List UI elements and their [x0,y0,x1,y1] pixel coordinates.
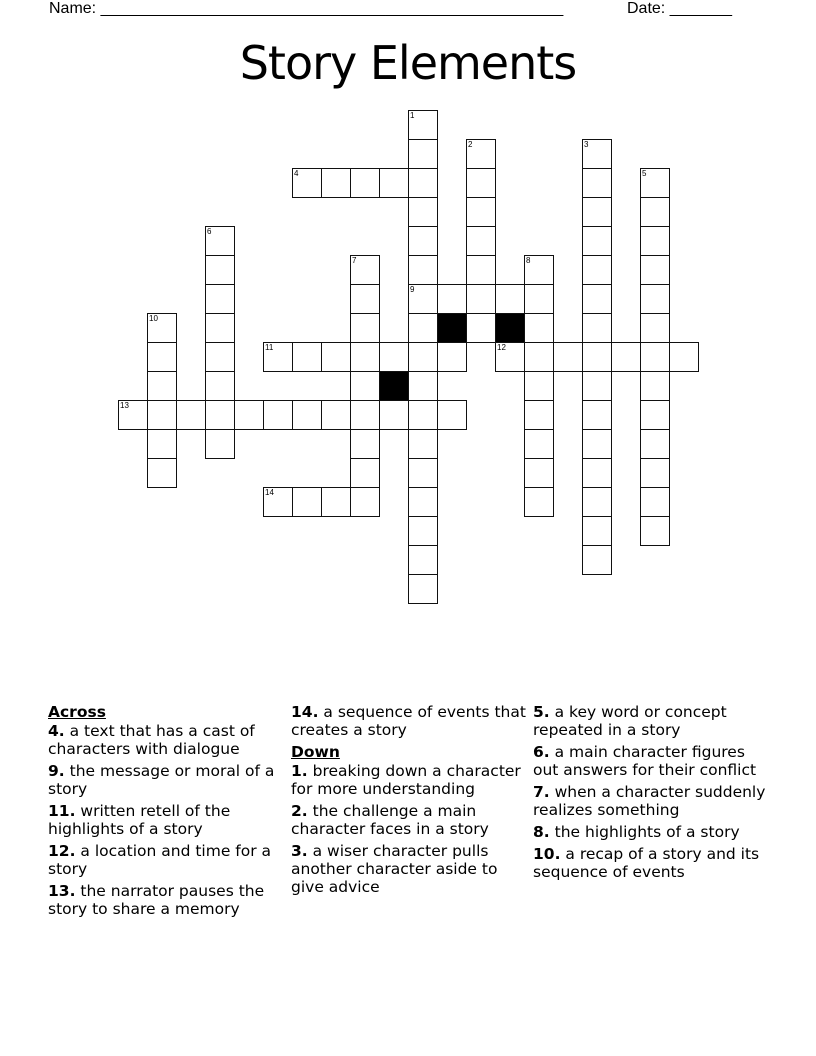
grid-cell[interactable] [495,284,525,314]
grid-cell[interactable] [147,400,177,430]
grid-cell[interactable] [640,255,670,285]
grid-cell[interactable] [205,342,235,372]
clue-text: the narrator pauses the story to share a memory [48,882,265,918]
clue-number: 8 [533,823,544,841]
grid-cell[interactable] [524,371,554,401]
grid-cell[interactable] [408,487,438,517]
grid-cell[interactable] [408,255,438,285]
clue-text: a text that has a cast of characters with dialogue [48,722,255,758]
grid-cell[interactable] [205,284,235,314]
clues-column-2 [291,703,531,900]
down-clue: 8. the highlights of a story [533,823,740,841]
cell-number: 14 [265,488,274,497]
grid-cell[interactable] [524,284,554,314]
clues-column-1 [48,703,288,922]
grid-cell[interactable] [350,168,380,198]
grid-cell[interactable] [350,400,380,430]
clue-number: 10 [533,845,555,863]
grid-cell[interactable] [582,342,612,372]
clue-text: a main character figures out answers for their conflict [533,743,757,779]
grid-cell[interactable] [582,429,612,459]
cell-number: 1 [410,111,415,120]
grid-cell[interactable] [640,197,670,227]
page-title: Story Elements [239,36,577,90]
cell-number: 2 [468,140,473,149]
grid-cell[interactable] [582,545,612,575]
cell-number: 7 [352,256,357,265]
name-field[interactable]: Name: ____________________________________________________ [49,0,564,17]
grid-cell[interactable] [350,284,380,314]
cell-number: 4 [294,169,299,178]
across-clue: 13. the narrator pauses the story to share a memory [48,882,265,918]
down-clue: 1. breaking down a character for more understanding [291,762,521,798]
cell-number: 10 [149,314,158,323]
grid-cell[interactable] [640,168,670,198]
grid-cell[interactable] [640,371,670,401]
clue-number: 9 [48,762,59,780]
grid-cell[interactable] [408,168,438,198]
grid-cell[interactable] [147,371,177,401]
grid-cell[interactable] [582,458,612,488]
across-heading: Across [48,703,106,721]
grid-cell[interactable] [524,429,554,459]
cell-number: 12 [497,343,506,352]
clue-number: 14 [291,703,313,721]
grid-cell[interactable] [379,342,409,372]
grid-cell[interactable] [263,342,293,372]
down-clue: 5. a key word or concept repeated in a story [533,703,727,739]
grid-cell[interactable] [292,342,322,372]
across-clue: 14. a sequence of events that creates a story [291,703,526,739]
grid-cell[interactable] [205,371,235,401]
grid-cell[interactable] [582,313,612,343]
grid-cell[interactable] [524,400,554,430]
cell-number: 5 [642,169,647,178]
grid-cell[interactable] [408,226,438,256]
clue-text: breaking down a character for more understanding [291,762,521,798]
date-field[interactable]: Date: _______ [627,0,732,17]
grid-cell[interactable] [379,168,409,198]
grid-cell[interactable] [582,226,612,256]
grid-cell[interactable] [611,342,641,372]
down-heading: Down [291,743,340,761]
grid-cell[interactable] [640,342,670,372]
grid-cell[interactable] [582,255,612,285]
cell-number: 13 [120,401,129,410]
grid-cell[interactable] [147,313,177,343]
grid-cell[interactable] [205,429,235,459]
grid-cell[interactable] [408,574,438,604]
grid-cell[interactable] [292,487,322,517]
grid-cell[interactable] [408,313,438,343]
grid-cell[interactable] [147,342,177,372]
grid-cell[interactable] [350,371,380,401]
grid-cell[interactable] [640,313,670,343]
grid-cell[interactable] [495,342,525,372]
clue-text: when a character suddenly realizes something [533,783,766,819]
black-cell [379,371,409,401]
across-clue: 12. a location and time for a story [48,842,272,878]
clue-text: the highlights of a story [554,823,740,841]
grid-cell[interactable] [292,168,322,198]
grid-cell[interactable] [582,284,612,314]
across-clue: 11. written retell of the highlights of a story [48,802,231,838]
clue-number: 13 [48,882,70,900]
clue-number: 12 [48,842,70,860]
grid-cell[interactable] [350,313,380,343]
grid-cell[interactable] [205,400,235,430]
clue-number: 3 [291,842,302,860]
grid-cell[interactable] [553,342,583,372]
grid-cell[interactable] [408,516,438,546]
grid-cell[interactable] [582,168,612,198]
grid-cell[interactable] [321,400,351,430]
grid-cell[interactable] [408,429,438,459]
cell-number: 9 [410,285,415,294]
grid-cell[interactable] [640,516,670,546]
grid-cell[interactable] [321,168,351,198]
grid-cell[interactable] [582,487,612,517]
grid-cell[interactable] [205,226,235,256]
black-cell [495,313,525,343]
grid-cell[interactable] [640,284,670,314]
grid-cell[interactable] [466,168,496,198]
grid-cell[interactable] [263,487,293,517]
grid-cell[interactable] [408,284,438,314]
grid-cell[interactable] [408,458,438,488]
grid-cell[interactable] [582,516,612,546]
grid-cell[interactable] [640,429,670,459]
clue-text: written retell of the highlights of a story [48,802,231,838]
grid-cell[interactable] [524,458,554,488]
down-clue: 6. a main character figures out answers for their conflict [533,743,757,779]
clue-number: 5 [533,703,544,721]
clue-number: 11 [48,802,70,820]
clue-text: the challenge a main character faces in a story [291,802,489,838]
grid-cell[interactable] [466,313,496,343]
grid-cell[interactable] [466,139,496,169]
grid-cell[interactable] [640,400,670,430]
grid-cell[interactable] [205,255,235,285]
clue-number: 4 [48,722,59,740]
grid-cell[interactable] [147,458,177,488]
clue-number: 1 [291,762,302,780]
down-clue: 7. when a character suddenly realizes something [533,783,766,819]
grid-cell[interactable] [582,197,612,227]
grid-cell[interactable] [466,226,496,256]
grid-cell[interactable] [350,342,380,372]
grid-cell[interactable] [205,313,235,343]
grid-cell[interactable] [437,400,467,430]
grid-cell[interactable] [408,197,438,227]
grid-cell[interactable] [263,400,293,430]
grid-cell[interactable] [408,371,438,401]
across-clue: 9. the message or moral of a story [48,762,275,798]
clue-text: a location and time for a story [48,842,272,878]
grid-cell[interactable] [524,342,554,372]
black-cell [437,313,467,343]
cell-number: 8 [526,256,531,265]
grid-cell[interactable] [466,284,496,314]
grid-cell[interactable] [379,400,409,430]
grid-cell[interactable] [582,400,612,430]
grid-cell[interactable] [176,400,206,430]
down-clue: 3. a wiser character pulls another character aside to give advice [291,842,498,896]
clue-number: 2 [291,802,302,820]
grid-cell[interactable] [582,371,612,401]
grid-cell[interactable] [640,458,670,488]
clues-column-3 [533,703,773,885]
down-clue: 2. the challenge a main character faces in a story [291,802,489,838]
down-clue: 10. a recap of a story and its sequence of events [533,845,760,881]
grid-cell[interactable] [350,429,380,459]
clue-number: 7 [533,783,544,801]
grid-cell[interactable] [466,197,496,227]
across-clue: 4. a text that has a cast of characters with dialogue [48,722,255,758]
clue-number: 6 [533,743,544,761]
grid-cell[interactable] [408,110,438,140]
grid-cell[interactable] [669,342,699,372]
grid-cell[interactable] [437,284,467,314]
grid-cell[interactable] [350,487,380,517]
grid-cell[interactable] [234,400,264,430]
grid-cell[interactable] [640,487,670,517]
grid-cell[interactable] [321,342,351,372]
grid-cell[interactable] [408,400,438,430]
grid-cell[interactable] [582,139,612,169]
grid-cell[interactable] [350,255,380,285]
grid-cell[interactable] [524,255,554,285]
grid-cell[interactable] [408,545,438,575]
grid-cell[interactable] [321,487,351,517]
grid-cell[interactable] [350,458,380,488]
clue-text: a wiser character pulls another character aside to give advice [291,842,498,896]
grid-cell[interactable] [466,255,496,285]
grid-cell[interactable] [147,429,177,459]
clue-text: a key word or concept repeated in a story [533,703,727,739]
grid-cell[interactable] [524,313,554,343]
cell-number: 6 [207,227,212,236]
clue-text: a recap of a story and its sequence of events [533,845,760,881]
grid-cell[interactable] [524,487,554,517]
grid-cell[interactable] [408,139,438,169]
cell-number: 11 [265,343,274,352]
grid-cell[interactable] [118,400,148,430]
grid-cell[interactable] [437,342,467,372]
clue-text: the message or moral of a story [48,762,275,798]
grid-cell[interactable] [640,226,670,256]
clue-text: a sequence of events that creates a story [291,703,526,739]
cell-number: 3 [584,140,589,149]
grid-cell[interactable] [292,400,322,430]
grid-cell[interactable] [408,342,438,372]
